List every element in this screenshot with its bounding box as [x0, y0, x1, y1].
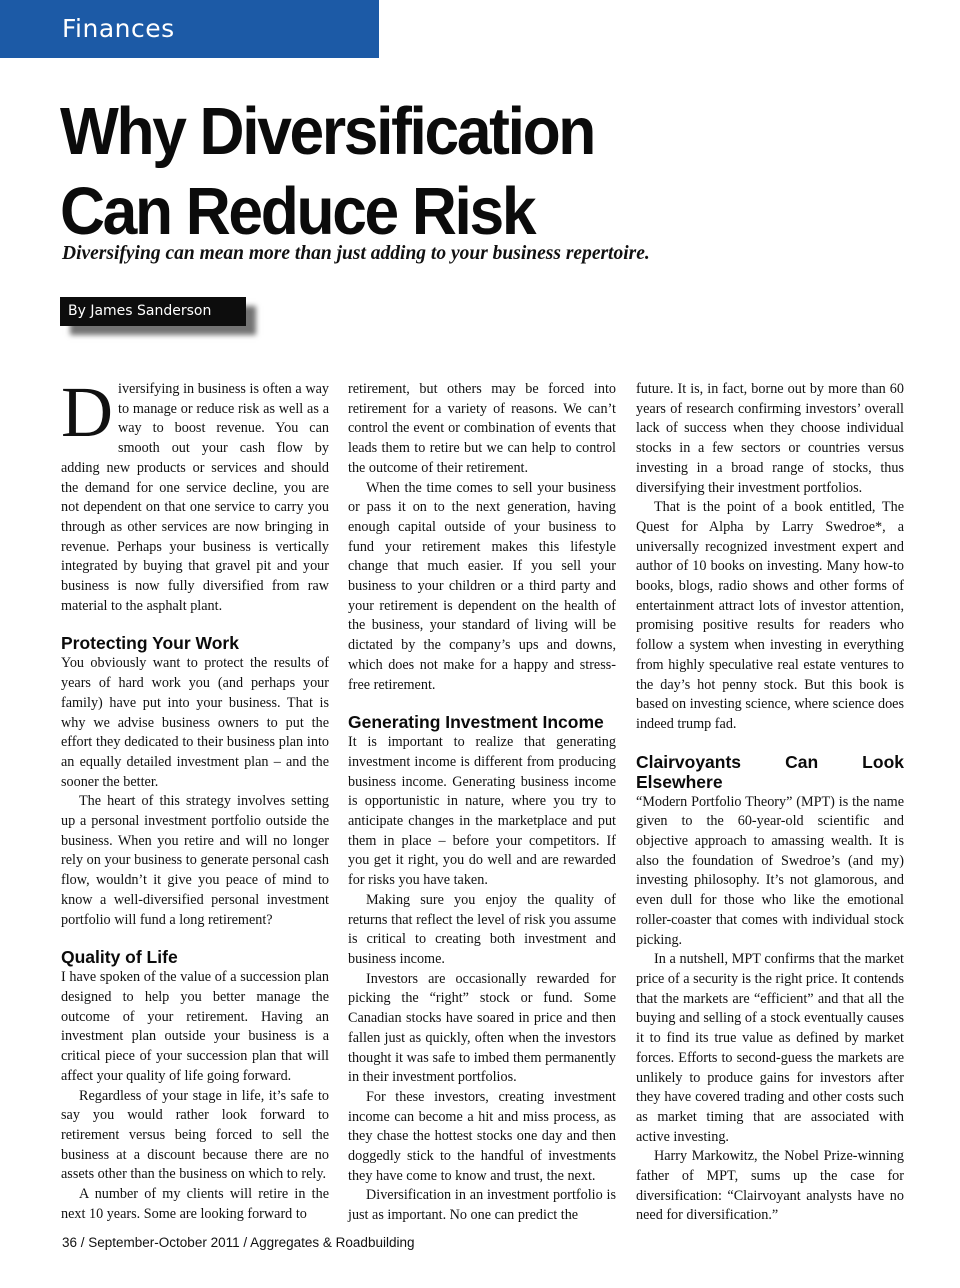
paragraph: In a nutshell, MPT confirms that the market price of a security is the right price. It contends that the markets are “efficient” and that all the buying and selling of a stock eventually causes it to find its true value as defined by market forces. Efforts to second-guess the markets are unlikely to produce gains for investors after they have covered trading and other costs such as market timing that are associated with active investing. — [636, 951, 904, 1145]
paragraph: future. It is, in fact, borne out by more than 60 years of research confirming investors’ overall lack of success when they choose individual stocks in a few sectors or countries versus investing in a broad range of stocks, thus diversifying their investment portfolios. — [636, 381, 904, 496]
paragraph — [61, 372, 329, 616]
section-heading: Generating Investment Income — [348, 712, 604, 733]
section-heading: Clairvoyants Can Look Elsewhere — [636, 751, 904, 792]
paragraph: Harry Markowitz, the Nobel Prize-winning father of MPT, sums up the case for diversification: “Clairvoyant analysts have no need for diversification.” — [636, 1148, 904, 1224]
paragraph: You obviously want to protect the results of years of hard work you (and perhaps your family) have put into your business. That is why we advise business owners to put the effort they dedicated to their business plan into an equally detailed investment plan – and the sooner the better. — [61, 655, 329, 790]
paragraph: retirement, but others may be forced into retirement for a variety of reasons. We can’t control the event or combination of events that leads them to retire but we can help to control the outcome of their retirement. — [348, 381, 616, 476]
byline: By James Sanderson — [60, 297, 246, 326]
paragraph: I have spoken of the value of a succession plan designed to help you better manage the outcome of your retirement. Having an investment plan outside your business is a critical piece of your succession plan that will affect your quality of life going forward. — [61, 969, 329, 1084]
paragraph: Regardless of your stage in life, it’s safe to say you would rather look forward to retirement versus being forced to sell the business at a discount because there are no assets other than the business on which to rely. — [61, 1087, 329, 1183]
column-3 — [636, 380, 904, 1226]
article-title — [60, 92, 594, 252]
article-title-line-1: Why Diversification — [60, 94, 595, 169]
paragraph: The heart of this strategy involves setting up a personal investment portfolio outside the business. When you retire and will no longer rely on your business to generate personal cash flow, wouldn’t it give you peace of mind to know a well-diversified personal investment portfolio will fund a long retirement? — [61, 793, 329, 928]
paragraph: That is the point of a book entitled, The Quest for Alpha by Larry Swedroe*, a universally recognized investment expert and author of 10 books on investing. Many how-to books, blogs, radio shows and other forms of entertainment attract lots of investor attention, promising positive results for readers who follow a system when investing in everything from highly speculative real estate ventures to the day’s hot penny stock. But this book is based on investing science, where science does indeed trump fad. — [636, 499, 904, 732]
paragraph: It is important to realize that generating investment income is different from producing business income. Generating business income is opportunistic in nature, where you try to anticipate changes in the marketplace and put them in place – before your competitors. If you get it right, you do well and are rewarded for risks you have taken. — [348, 734, 616, 889]
paragraph: Investors are occasionally rewarded for picking the “right” stock or fund. Some Canadian stocks have soared in price and then fallen just as quickly, often when the investors thought it was safe to imbed them permanently in their investment portfolios. — [348, 970, 616, 1086]
paragraph-text: iversifying in business is often a way to manage or reduce risk as well as a way to boost revenue. You can smooth out your cash flow by adding new products or services and should the demand for one service decline, you are not dependent on that one service to carry you through as other services are now bringing in revenue. Perhaps your business is vertically integrated by buying that gravel pit and your business is now fully diversified from raw material to the asphalt plant. — [61, 381, 329, 614]
section-heading: Quality of Life — [61, 947, 178, 968]
section-label: Finances — [0, 0, 379, 58]
paragraph: A number of my clients will retire in the next 10 years. Some are looking forward to — [61, 1186, 329, 1222]
column-2 — [348, 380, 616, 1226]
page-footer: 36 / September-October 2011 / Aggregates & Roadbuilding — [62, 1235, 415, 1250]
drop-cap: D — [61, 372, 113, 452]
column-1 — [61, 372, 329, 1224]
article-subtitle: Diversifying can mean more than just adding to your business repertoire. — [62, 243, 650, 264]
paragraph: “Modern Portfolio Theory” (MPT) is the name given to the 60-year-old scientific and objective approach to amassing wealth. It is also the foundation of Swedroe’s (and my) investing philosophy. It’s not glamorous, and even dull for those who like the emotional roller-coaster that comes with individual stock picking. — [636, 793, 904, 948]
section-heading: Protecting Your Work — [61, 633, 239, 654]
paragraph: For these investors, creating investment income can become a hit and miss process, as they chase the hottest stocks one day and then doggedly stick to the handful of investments they have come to know and trust, the next. — [348, 1088, 616, 1184]
paragraph: When the time comes to sell your business or pass it on to the next generation, having enough capital outside of your business to fund your retirement makes this lifestyle change that much easier. If you sell your business to your children or a third party and your retirement is dependent on the health of the business, your standard of living will be dictated by the company’s ups and downs, which does not make for a happy and stress-free retirement. — [348, 479, 616, 693]
article-title-line-2: Can Reduce Risk — [60, 174, 535, 249]
paragraph: Diversification in an investment portfolio is just as important. No one can predict the — [348, 1187, 616, 1224]
paragraph: Making sure you enjoy the quality of returns that reflect the level of risk you assume is critical to creating both investment and business income. — [348, 891, 616, 967]
